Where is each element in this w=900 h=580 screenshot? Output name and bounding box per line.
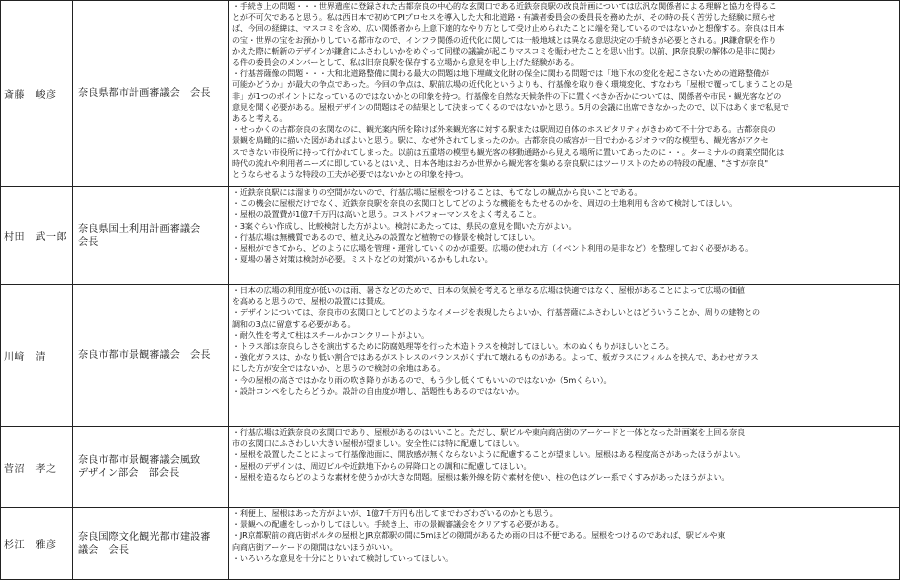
comment-line: ・日本の広場の利用度が低いのは雨、暑さなどのためで、日本の気候を考えると単なる広場は快適ではなく、屋根があることによって広場の価値 bbox=[232, 285, 745, 295]
member-comments bbox=[229, 285, 900, 427]
comment-line: ・デザインについては、奈良市の玄関口としてどのようなイメージを表現したらよいか、行基菩薩にふさわしいとはどういうことか、周りの建物との bbox=[232, 307, 760, 318]
comment-line: あると考える。 bbox=[232, 113, 288, 124]
comment-line: ・行基広場は無機質であるので、植え込みの設置など植物での修景を検討してほしい。 bbox=[232, 231, 540, 242]
member-comments bbox=[229, 1, 900, 187]
comment-line: ・いろいろな意見を十分にとりいれて検討していってほしい。 bbox=[232, 552, 454, 563]
comment-line: 時代の流れや利用者ニーズに即しているとはいえ、日本各地はおろか世界から観光客を集める奈良駅にはツーリストのための特段の配慮、"さすが奈良" bbox=[232, 157, 768, 168]
role-line: 奈良県国土利用計画審議会 bbox=[78, 223, 201, 235]
comment-line: ・強化ガラスは、かなり低い割合ではあるがストレスのバランスがくずれて壊れるものがある。よって、板ガラスにフィルムを挟んで、あわせガラス bbox=[232, 352, 759, 363]
role-line: 奈良国際文化観光都市建設審 bbox=[78, 531, 211, 543]
comment-line: スできない市役所に持って行かれてしまった。以前は五重塔の模型も観光客の移動通路から見える場所に置いてあったのに・・。ターミナルの商業空間化は bbox=[232, 146, 785, 157]
comment-line: 意見を聞く必要がある。屋根デザインの問題はその結果として決まってくるのではないかと思う。5月の会議に出席できなかったので、以下はあくまで私見で bbox=[232, 101, 789, 112]
comment-line: る件の委員会のメンバーとして、私は旧奈良駅を保存する立場から意見を申し上げた経験がある。 bbox=[232, 57, 579, 68]
comment-line: ・近鉄奈良駅には溜まりの空間がないので、行基広場に屋根をつけることは、もてなしの観点から良いことである。 bbox=[232, 187, 643, 197]
member-comments bbox=[229, 427, 900, 508]
member-role bbox=[73, 427, 229, 508]
comment-line: ・夏場の暑さ対策は検討が必要。ミストなどの対策がいるかもしれない。 bbox=[232, 254, 493, 265]
comment-line: ・トラス部は奈良らしさを演出するために防腐処理等を行った木造トラスを検討してほしい。木のぬくもりがほしいところ。 bbox=[232, 341, 674, 352]
comment-line: 向商店街アーケードの隙間はないほうがいい。 bbox=[232, 541, 398, 552]
comment-line: ・耐久性を考えて柱はスチールかコンクリートがよい。 bbox=[232, 329, 429, 340]
member-role bbox=[73, 285, 229, 427]
member-name: 川﨑 清 bbox=[1, 285, 73, 427]
member-comments bbox=[229, 187, 900, 285]
comment-line: ・3案ぐらい作成し、比較検討した方がよい。検討にあたっては、県民の意見を聞いた方がよい。 bbox=[232, 220, 577, 231]
role-line: デザイン部会 部会長 bbox=[78, 468, 180, 479]
comment-line: 非」が1つのポイントになっているのではないかとの印象を持つ。行基像を自然な天候条件の下に置くべきか否かについては、関係者や市民・観光客などの bbox=[232, 90, 782, 101]
table-row bbox=[1, 427, 900, 508]
member-role bbox=[73, 508, 229, 580]
table-body bbox=[1, 1, 900, 580]
comment-line: ・この機会に屋根だけでなく、近鉄奈良駅を奈良の玄関口としてどのような機能をもたせるのかを、周辺の土地利用も含めて検討してほしい。 bbox=[232, 198, 738, 209]
role-line: 奈良県都市計画審議会 会長 bbox=[78, 88, 211, 99]
role-line: 議会 会長 bbox=[78, 544, 129, 556]
comment-line: ・屋根を造るならどのような素材を使うかが大きな問題。屋根は紫外線を防ぐ素材を使い、柱の色はグレー系でくすみがあったほうがよい。 bbox=[232, 471, 730, 482]
member-name: 村田 武一郎 bbox=[1, 187, 73, 285]
comment-line: 市の玄関口にふさわしい大きい屋根が望ましい。安全性には特に配慮してほしい。 bbox=[232, 438, 525, 449]
comment-line: を高めると思うので、屋根の設置には賛成。 bbox=[232, 296, 390, 307]
comment-line: の宝・世界の宝をお預かりしている都市なので、インフラ関係の近代化に関しては一般地域とは異なる意思決定の手続きが必要とされる。JR鎌倉駅を作り bbox=[232, 34, 777, 45]
comment-line: とうならせるような特段の工夫が必要ではないかとの印象を持つ。 bbox=[232, 169, 469, 180]
member-comments bbox=[229, 508, 900, 580]
comment-line: ・せっかくの古都奈良の玄関なのに、観光案内所を除けば外来観光客に対する駅または駅周辺自体のホスピタリティがきわめて不十分である。古都奈良の bbox=[232, 124, 776, 135]
comment-line: ・屋根のデザインは、周辺ビルや近鉄地下からの昇降口との調和に配慮してほしい。 bbox=[232, 460, 532, 471]
table-row bbox=[1, 285, 900, 427]
comment-line: とが不可欠であると思う。私は西日本で初めてPIプロセスを導入した大和北道路・有識者委員会の委員長を務めたが、その時の長く苦労した経験に照らせ bbox=[232, 12, 776, 23]
comment-line: ・行基菩薩像の問題・・・大和北道路整備に関わる最大の問題は地下埋蔵文化財の保全に関わる問題では「地下水の変化を起こさないための道路整備が bbox=[232, 68, 769, 79]
comment-line: 景観を鳥瞰的に描いた図があればよいと思う。駅に、なぜ外されてしまったのか。古都奈良の威容が一目でわかるジオラマ的な模型も、観光客がアクセ bbox=[232, 135, 769, 146]
comment-line: かえた際に斬新のデザインが鎌倉にふさわしいかをめぐって同様の議論が起こりマスコミを賑わせたことを思い出す。以前、JR奈良駅の解体の是非に関わ bbox=[232, 45, 776, 56]
table-row bbox=[1, 187, 900, 285]
member-role bbox=[73, 187, 229, 285]
comment-line: 可能かどうか」が最大の争点であった。今回の争点は、駅前広場の近代化というよりも、行基像を取り巻く環境変化、すなわち「屋根で覆ってしまうことの是 bbox=[232, 79, 793, 90]
comment-line: 調和の3点に留意する必要がある。 bbox=[232, 318, 356, 329]
table-row bbox=[1, 508, 900, 580]
comment-line: ・屋根を設置したことによって行基像池面に、開放感が無くならないように配慮することが望ましい。屋根はある程度高さがあったほうがよい。 bbox=[232, 449, 746, 460]
member-role bbox=[73, 1, 229, 187]
role-line: 奈良市都市景観審議会風致 bbox=[78, 455, 201, 466]
comment-line: ・屋根ができてから、どのように広場を管理・運営していくのかが重要。広場の使われ方（イベント利用の是非など）を整理しておく必要がある。 bbox=[232, 243, 753, 254]
comment-line: ・設計コンペをしたらどうか。設計の自由度が増し、話題性もあるのではないか。 bbox=[232, 385, 525, 396]
comment-line: ・手続き上の問題・・・世界遺産に登録された古都奈良の中心的な玄関口である近鉄奈良駅の改良計画については広汎な関係者による理解と協力を得るこ bbox=[232, 1, 777, 11]
comment-line: ・屋根の設置費が1億7千万円は高いと思う。コストパフォーマンスをよく考えること。 bbox=[232, 209, 542, 220]
comment-line: ・行基広場は近鉄奈良の玄関口であり、屋根があるのはいいこと。ただし、駅ビルや東向商店街のアーケードと一体となった計画案を上回る奈良 bbox=[232, 427, 745, 437]
comment-line: ば、今回の経緯は、マスコミを含め、広い関係者から上意下達的なやり方として受け止められたことに端を発しているのではないかと想像する。奈良は日本 bbox=[232, 23, 785, 34]
table-row bbox=[1, 1, 900, 187]
comment-line: ・JR京都駅前の商店街ポルタの屋根とJR京都駅の間に5mほどの隙間があるため雨の日は不便である。屋根をつけるのであれば、駅ビルや東 bbox=[232, 530, 726, 541]
comment-line: にした方が安全ではないか、と思うので検討の余地はある。 bbox=[232, 363, 446, 374]
comment-line: ・景観への配慮をしっかりしてほしい。手続き上、市の景観審議会をクリアする必要がある。 bbox=[232, 519, 564, 530]
member-name: 杉江 雅彦 bbox=[1, 508, 73, 580]
role-line: 奈良市都市景観審議会 会長 bbox=[78, 350, 211, 361]
comment-line: ・利便上、屋根はあった方がよいが、1億7千万円も出してまでわざわざいるのかとも思う。 bbox=[232, 508, 558, 518]
member-name: 菅沼 孝之 bbox=[1, 427, 73, 508]
comment-line: ・今の屋根の高さではかなり雨の吹き降りがあるので、もう少し低くてもいいのではないか（5mくらい）。 bbox=[232, 374, 612, 385]
role-line: 会長 bbox=[78, 236, 99, 248]
member-name: 斎藤 峻彦 bbox=[1, 1, 73, 187]
